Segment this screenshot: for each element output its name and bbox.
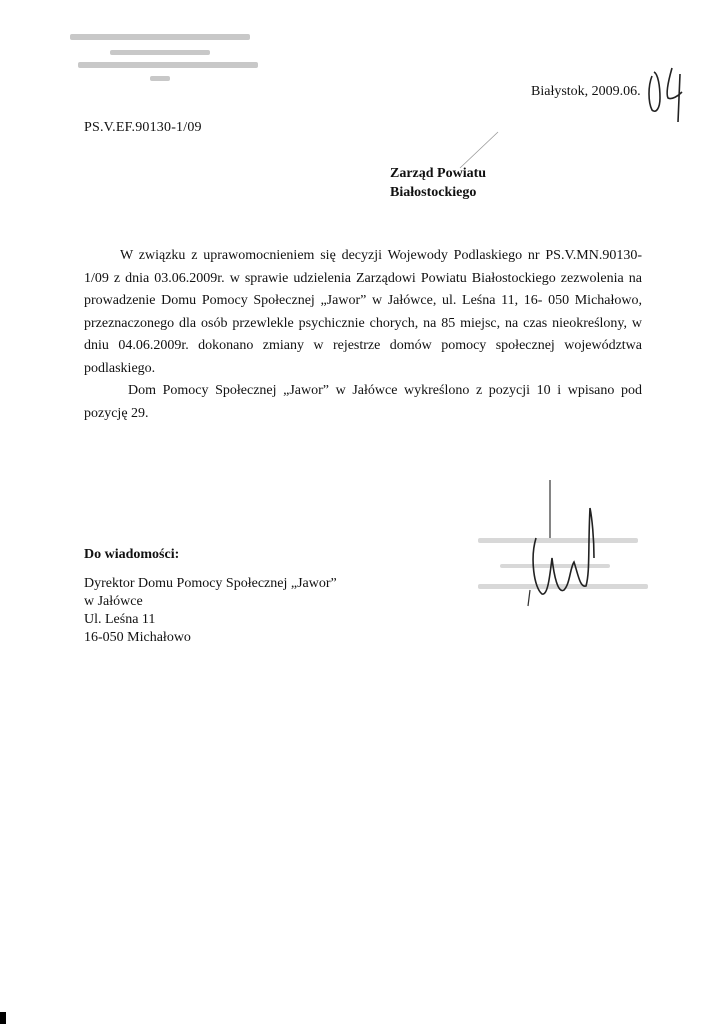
cc-line: 16-050 Michałowo xyxy=(84,630,191,645)
addressee-line2: Białostockiego xyxy=(390,185,477,200)
office-stamp xyxy=(70,28,270,90)
addressee xyxy=(390,164,486,202)
body-paragraph-2: Dom Pomocy Społecznej „Jawor” w Jałówce wykreślono z pozycji 10 i wpisano pod pozycję 29. xyxy=(84,383,642,421)
cc-line: Dyrektor Domu Pomocy Społecznej „Jawor” xyxy=(84,576,337,591)
cc-line: Ul. Leśna 11 xyxy=(84,612,156,627)
signature-stamp xyxy=(470,478,650,618)
cc-title: Do wiadomości: xyxy=(84,547,180,562)
place-and-date: Białystok, 2009.06. xyxy=(531,84,641,99)
reference-number: PS.V.EF.90130-1/09 xyxy=(84,120,202,135)
scan-mark xyxy=(0,1012,6,1024)
cc-list xyxy=(84,575,337,647)
body-paragraph-1: W związku z uprawomocnieniem się decyzji Wojewody Podlaskiego nr PS.V.MN.90130-1/09 z dnia 03.06.2009r. w sprawie udzielenia Zarządowi Powiatu Białostockiego zezwolenia na prowadzenie Domu Pomocy Społecznej „Jawor” w Jałówce, ul. Leśna 11, 16- 050 Michałowo, przeznaczonego dla osób przewlekle psychicznie chorych, na 85 miejsc, na czas nieokreślony, w dniu 04.06.2009r. dokonano zmiany w rejestrze domów pomocy społecznej województwa podlaskiego. xyxy=(84,248,642,376)
cc-line: w Jałówce xyxy=(84,594,143,609)
addressee-line1: Zarząd Powiatu xyxy=(390,166,487,181)
handwritten-day xyxy=(646,64,686,124)
letter-body xyxy=(84,245,642,425)
